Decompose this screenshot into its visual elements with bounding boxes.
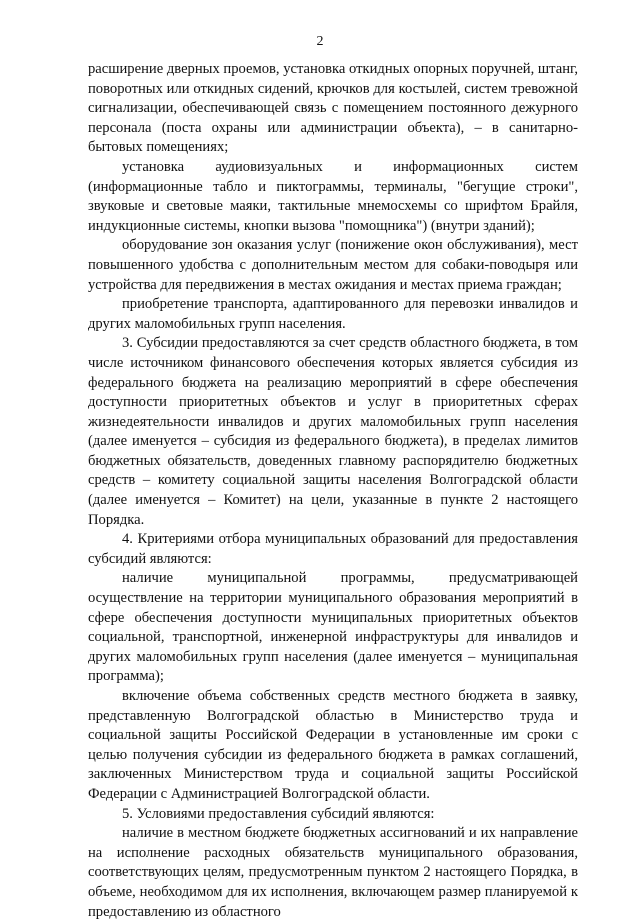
paragraph-5: 3. Субсидии предоставляются за счет средств областного бюджета, в том числе источником финансового обеспечения которых является субсидия из федерального бюджета на реализацию мероприятий в сфере обеспечения доступности приоритетных объектов и услуг в приоритетных сферах жизнедеятельности инвалидов и других маломобильных групп населения (далее именуется – субсидия из федерального бюджета), в пределах лимитов бюджетных обязательств, доведенных главному распорядителю бюджетных средств – комитету социальной защиты населения Волгоградской области (далее именуется – Комитет) на цели, указанные в пункте 2 настоящего Порядка. — [88, 335, 578, 528]
paragraph-2: установка аудиовизуальных и информационных систем (информационные табло и пиктограммы, терминалы, "бегущие строки", звуковые и световые маяки, тактильные мнемосхемы со шрифтом Брайля, индукционные системы, кнопки вызова "помощника") (внутри зданий); — [88, 158, 578, 234]
paragraph-8: включение объема собственных средств местного бюджета в заявку, представленную Волгоградской областью в Министерство труда и социальной защиты Российской Федерации в установленные им сроки с целью получения субсидии из федерального бюджета в рамках соглашений, заключенных Министерством труда и социальной защиты Российской Федерации с Администрацией Волгоградской области. — [88, 688, 578, 802]
paragraph-9: 5. Условиями предоставления субсидий являются: — [122, 805, 435, 822]
page-number: 2 — [316, 34, 324, 49]
paragraph-4: приобретение транспорта, адаптированного для перевозки инвалидов и других маломобильных групп населения. — [88, 296, 578, 332]
document-body — [88, 60, 578, 922]
paragraph-1: расширение дверных проемов, установка откидных опорных поручней, штанг, поворотных или откидных сидений, крючков для костылей, систем тревожной сигнализации, обеспечивающей связь с помещением постоянного дежурного персонала (поста охраны или администрации объекта), – в санитарно-бытовых помещениях; — [88, 61, 578, 156]
paragraph-3: оборудование зон оказания услуг (понижение окон обслуживания), мест повышенного удобства с дополнительным местом для собаки-поводыря или устройства для передвижения в местах ожидания и местах приема граждан; — [88, 237, 578, 293]
paragraph-10: наличие в местном бюджете бюджетных ассигнований и их направление на исполнение расходных обязательств муниципального образования, соответствующих целям, предусмотренным пунктом 2 настоящего Порядка, в объеме, необходимом для их исполнения, включающем размер планируемой к предоставлению из областного — [88, 825, 578, 920]
paragraph-7: наличие муниципальной программы, предусматривающей осуществление на территории муниципального образования мероприятий в сфере обеспечения доступности муниципальных приоритетных объектов социальной, транспортной, инженерной инфраструктуры для инвалидов и других маломобильных групп населения (далее именуется – муниципальная программа); — [88, 570, 578, 685]
paragraph-6: 4. Критериями отбора муниципальных образований для предоставления субсидий являются: — [88, 531, 578, 567]
